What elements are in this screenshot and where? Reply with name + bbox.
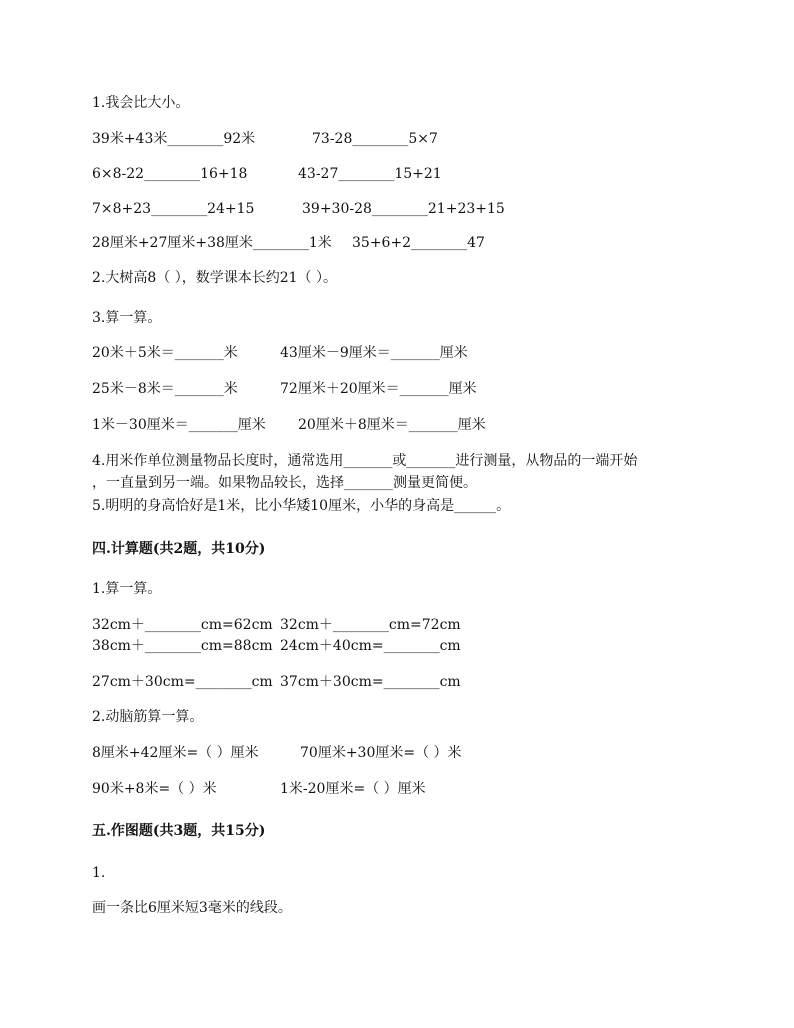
section4-row2-left: 38cm＋________cm=88cm xyxy=(92,638,273,654)
q1-row2-left: 6×8-22________16+18 xyxy=(92,166,248,182)
q3-title: 3.算一算。 xyxy=(92,310,162,326)
section4-row3-right: 37cm＋30cm=________cm xyxy=(280,674,461,690)
q4-line2: ，一直量到另一端。如果物品较长，选择_______测量更简便。 xyxy=(92,475,477,491)
q1-row1-right: 73-28________5×7 xyxy=(312,131,438,147)
q3-row3-right: 20厘米＋8厘米＝_______厘米 xyxy=(298,417,486,433)
section4-q2-row1-left: 8厘米+42厘米=（ ）厘米 xyxy=(92,745,259,761)
q2-text: 2.大树高8（ ），数学课本长约21（ ）。 xyxy=(92,270,337,286)
q3-row3-left: 1米－30厘米＝_______厘米 xyxy=(92,417,266,433)
section4-q2-row2-left: 90米+8米=（ ）米 xyxy=(92,781,217,797)
q5-text: 5.明明的身高恰好是1米，比小华矮10厘米，小华的身高是______。 xyxy=(92,498,511,514)
q3-row1-right: 43厘米－9厘米＝_______厘米 xyxy=(280,345,468,361)
q1-row2-right: 43-27________15+21 xyxy=(298,166,442,182)
q3-row1-left: 20米＋5米＝_______米 xyxy=(92,345,238,361)
section5-title: 五.作图题(共3题，共15分) xyxy=(92,823,266,839)
q1-row4-right: 35+6+2________47 xyxy=(352,235,485,251)
q1-row3-right: 39+30-28________21+23+15 xyxy=(302,201,505,217)
section5-q1-text: 画一条比6厘米短3毫米的线段。 xyxy=(92,900,292,916)
section4-row3-left: 27cm＋30cm=________cm xyxy=(92,674,273,690)
q1-row1-left: 39米+43米________92米 xyxy=(92,131,256,147)
section4-row1-left: 32cm＋________cm=62cm xyxy=(92,617,273,633)
q1-title: 1.我会比大小。 xyxy=(92,95,190,111)
section4-row2-right: 24cm＋40cm=________cm xyxy=(280,638,461,654)
section4-q1-title: 1.算一算。 xyxy=(92,581,162,597)
section4-q2-row2-right: 1米-20厘米=（ ）厘米 xyxy=(280,781,426,797)
q3-row2-right: 72厘米＋20厘米＝_______厘米 xyxy=(280,381,477,397)
section4-q2-title: 2.动脑筋算一算。 xyxy=(92,709,204,725)
q4-line1: 4.用米作单位测量物品长度时，通常选用_______或_______进行测量，从物品的一端开始 xyxy=(92,453,638,469)
section4-row1-right: 32cm＋________cm=72cm xyxy=(280,617,461,633)
section4-title: 四.计算题(共2题，共10分) xyxy=(92,541,266,557)
q3-row2-left: 25米－8米＝_______米 xyxy=(92,381,238,397)
section4-q2-row1-right: 70厘米+30厘米=（ ）米 xyxy=(300,745,462,761)
section5-q1-number: 1. xyxy=(92,865,106,881)
q1-row4-left: 28厘米+27厘米+38厘米________1米 xyxy=(92,235,332,251)
q1-row3-left: 7×8+23________24+15 xyxy=(92,201,255,217)
